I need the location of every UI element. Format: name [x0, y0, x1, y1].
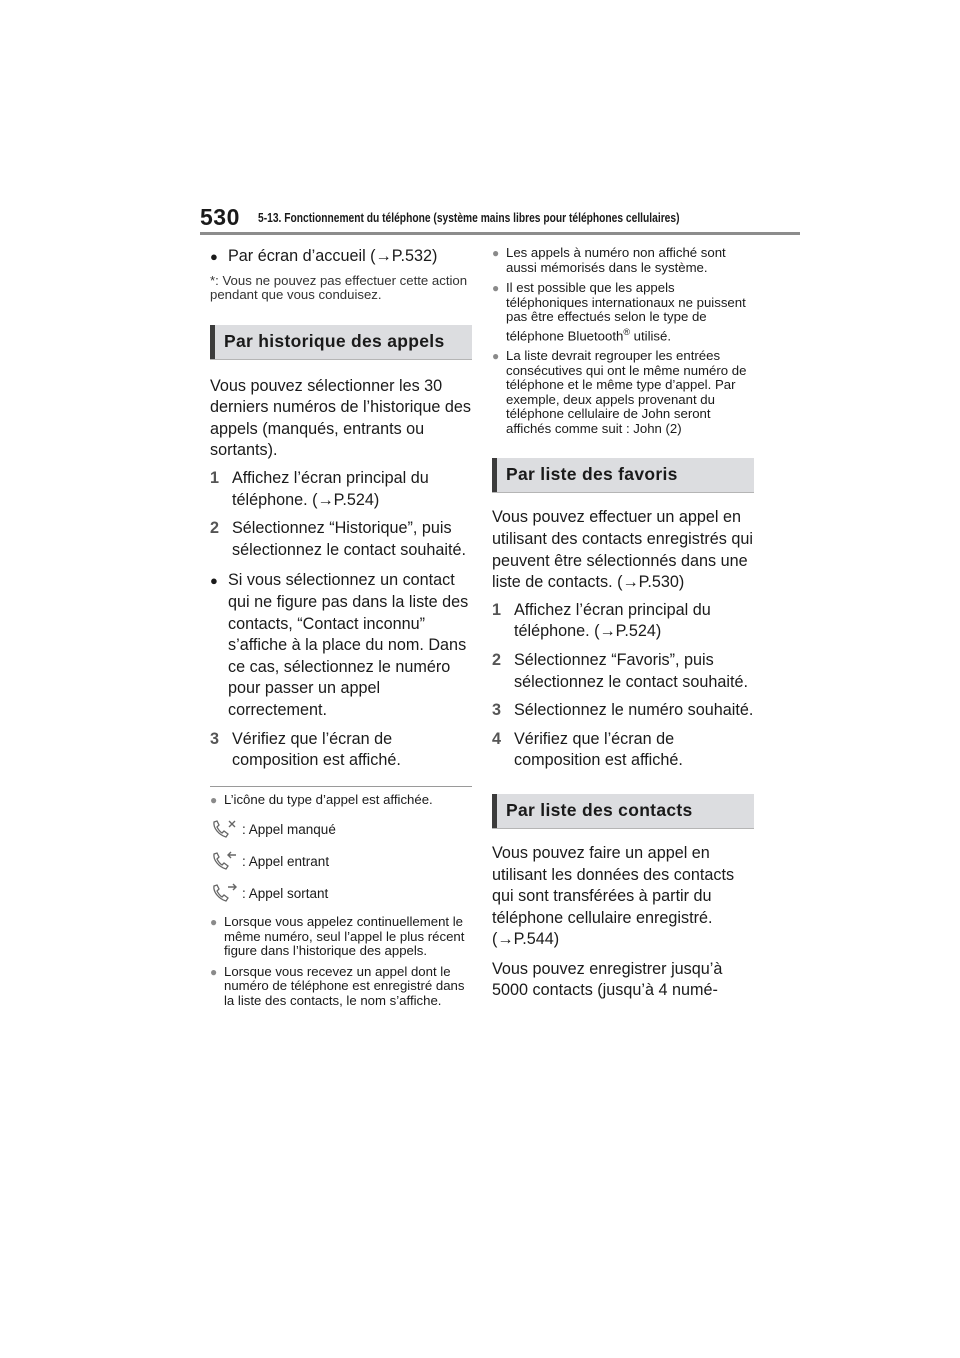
step-text: Affichez l’écran principal du téléphone. (→P.524) [232, 468, 429, 509]
step-text: Affichez l’écran principal du téléphone. (→P.524) [514, 600, 711, 641]
note-bullet-icon: ● [210, 792, 218, 807]
note-icon-type: ● L’icône du type d’appel est affichée. [210, 791, 433, 807]
note-hidden-numbers: ● Les appels à numéro non affiché sont aussi mémorisés dans le système. [492, 245, 726, 275]
step-number: 4 [492, 729, 502, 748]
header-divider [200, 232, 800, 235]
call-type-row [210, 845, 472, 877]
note-text: Il est possible que les appels téléphoniques internationaux ne puissent pas être effectués selon le type de téléphone Bluetooth [506, 280, 746, 343]
note-bullet-icon: ● [492, 246, 500, 260]
history-intro: Vous pouvez sélectionner les 30 derniers numéros de l’historique des appels (manqués, entrants ou sortants). [210, 376, 471, 460]
step-number: 3 [492, 701, 502, 720]
step-number: 1 [492, 600, 502, 619]
step-number: 3 [210, 729, 220, 748]
note-bullet-icon: ● [492, 281, 500, 295]
call-type-row [210, 813, 472, 845]
step-3 [210, 729, 472, 772]
contacts-limit: Vous pouvez enregistrer jusqu’à 5000 contacts (jusqu’à 4 numé- [492, 959, 723, 1000]
section-title: Par liste des contacts [506, 799, 693, 820]
contacts-intro: Vous pouvez faire un appel en utilisant les données des contacts qui sont transférées à partir du téléphone cellulaire enregistré. (→P.544) [492, 843, 735, 949]
call-type-label: : Appel manqué [242, 821, 336, 837]
home-screen-item [210, 246, 472, 268]
note-text-end: utilisé. [633, 327, 672, 343]
step-number: 1 [210, 468, 220, 487]
right-column [492, 246, 754, 1002]
bullet-icon: ● [210, 573, 218, 589]
step-1 [210, 468, 472, 511]
note-bullet-icon: ● [492, 349, 500, 364]
chapter-title: 5-13. Fonctionnement du téléphone (système mains libres pour téléphones cellulaires) [258, 211, 680, 225]
note-international [492, 281, 754, 343]
step-number: 2 [210, 519, 220, 538]
fav-step-4 [492, 729, 754, 772]
call-type-label: : Appel sortant [242, 885, 329, 901]
section-title: Par liste des favoris [506, 464, 678, 485]
footnote: *: Vous ne pouvez pas effectuer cette action pendant que vous conduisez. [210, 272, 468, 303]
section-heading-favorites [492, 458, 754, 493]
call-type-label: : Appel entrant [242, 853, 330, 869]
step-number: 2 [492, 650, 502, 669]
step-text: Sélectionnez “Historique”, puis sélectionnez le contact souhaité. [232, 519, 466, 559]
section-heading-history [210, 325, 472, 360]
step-text: Vérifiez que l’écran de composition est affiché. [514, 729, 683, 770]
outgoing-call-icon [210, 882, 240, 904]
note-bullet-icon: ● [210, 915, 218, 930]
notes-divider [210, 786, 472, 787]
note-bullet-icon: ● [210, 964, 218, 979]
step-text: Sélectionnez le numéro souhaité. [514, 701, 754, 720]
note-grouping: ● La liste devrait regrouper les entrées consécutives qui ont le même numéro de téléphone et le même type d’appel. Par exemple, deux appels provenant du téléphone cellulaire de John seront affichés comme suit : John (2) [492, 348, 747, 436]
incoming-call-icon [210, 850, 240, 872]
page-number: 530 [200, 204, 240, 230]
unknown-contact-item [210, 570, 472, 721]
left-column [210, 246, 472, 1008]
step-text: Sélectionnez “Favoris”, puis sélectionnez le contact souhaité. [514, 650, 748, 691]
call-type-row [210, 877, 472, 909]
unknown-contact-text: Si vous sélectionnez un contact qui ne figure pas dans la liste des contacts, “Contact inconnu” s’affiche à la place du nom. Dans ce cas, sélectionnez le numéro pour passer un appel correctement. [228, 571, 469, 719]
registered-mark: ® [623, 326, 630, 337]
missed-call-icon [210, 818, 240, 840]
bullet-icon: ● [210, 249, 218, 264]
note-registered: ● Lorsque vous recevez un appel dont le numéro de téléphone est enregistré dans la liste des contacts, le nom s’affiche. [210, 963, 465, 1008]
favorites-intro: Vous pouvez effectuer un appel en utilisant des contacts enregistrés qui peuvent être sélectionnés dans une liste de contacts. (→P.530) [492, 508, 753, 592]
call-type-legend [210, 813, 472, 909]
section-title: Par historique des appels [224, 330, 445, 351]
fav-step-1 [492, 600, 754, 643]
note-repeat: ● Lorsque vous appelez continuellement le même numéro, seul l’appel le plus récent figure dans l’historique des appels. [210, 914, 465, 959]
step-2 [210, 518, 472, 561]
home-screen-text: Par écran d’accueil (→P.532) [228, 247, 438, 265]
step-text: Vérifiez que l’écran de composition est affiché. [232, 729, 401, 770]
fav-step-2 [492, 650, 754, 693]
fav-step-3 [492, 700, 754, 722]
section-heading-contacts [492, 794, 754, 829]
